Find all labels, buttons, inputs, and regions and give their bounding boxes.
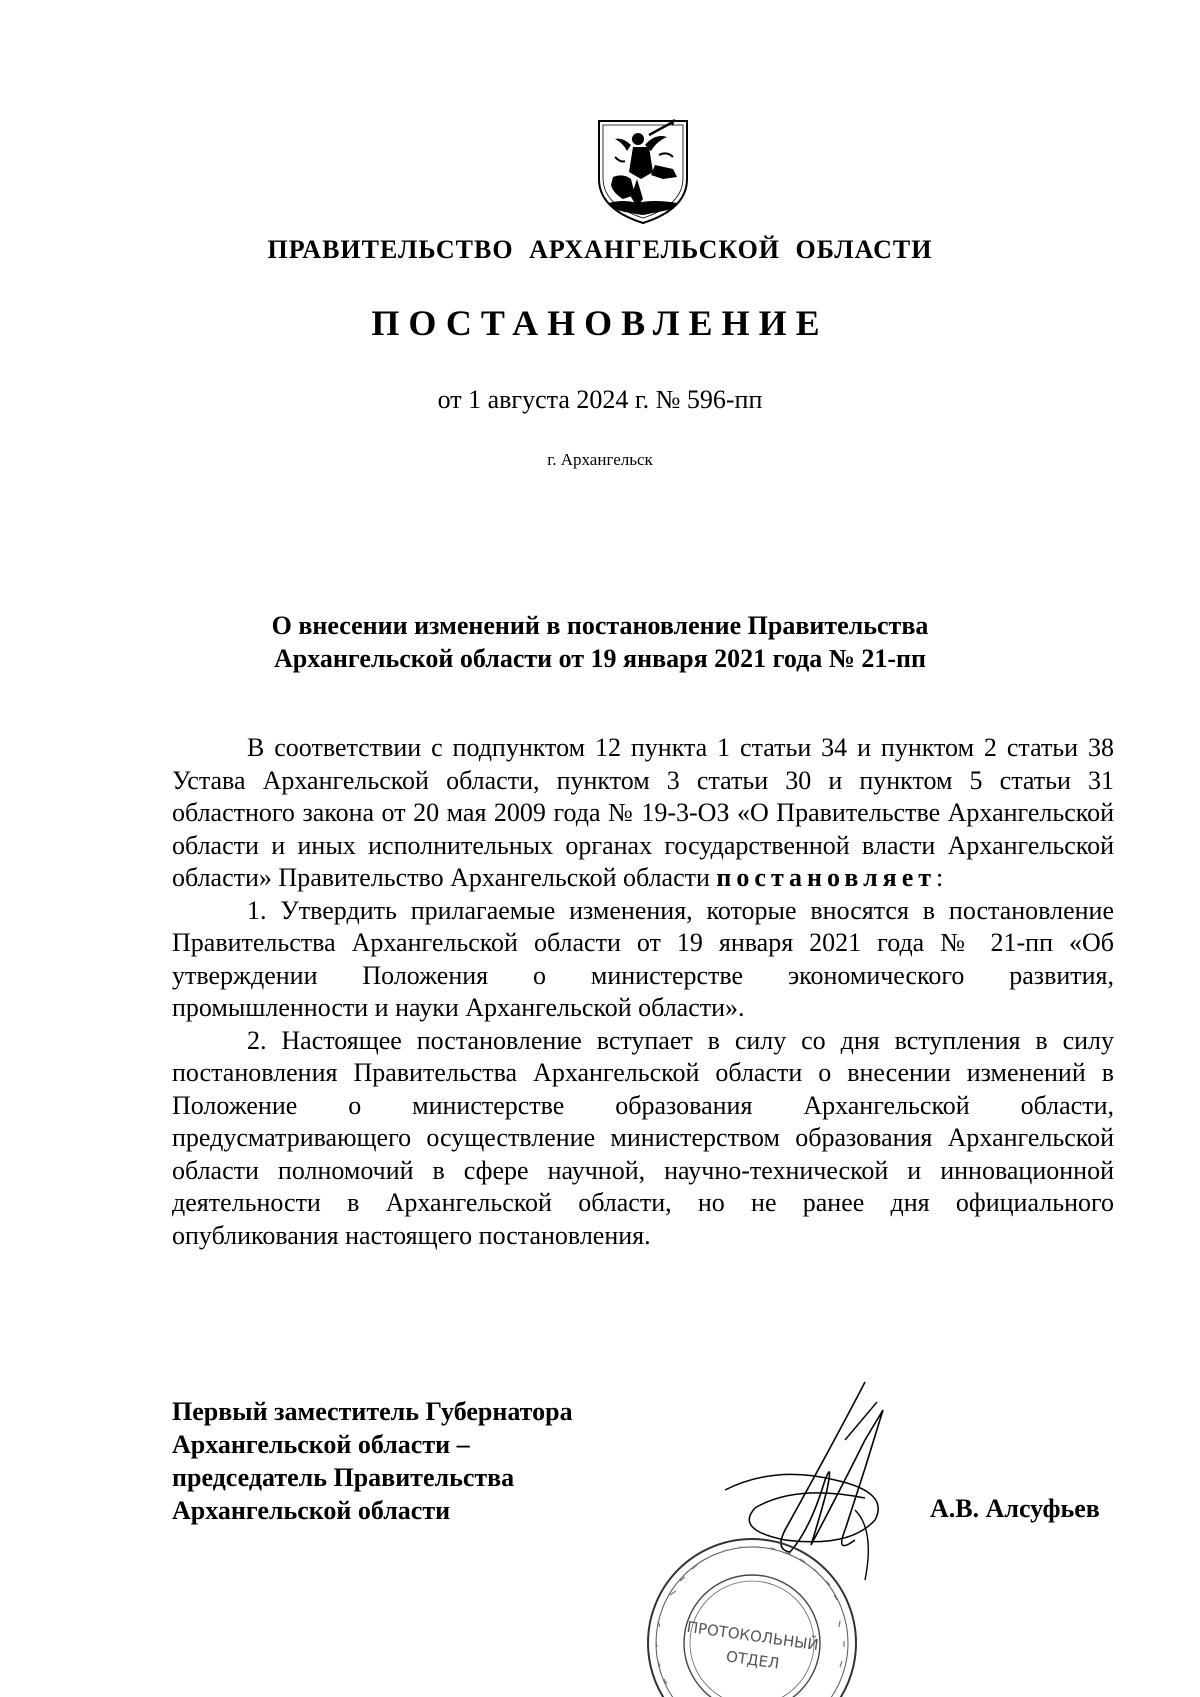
signatory-position — [172, 1395, 573, 1527]
document-subject — [230, 609, 970, 675]
preamble-text: В соответствии с подпунктом 12 пункта 1 статьи 34 и пунктом 2 статьи 38 Устава Архангельской области, пунктом 3 статьи 30 и пунктом 5 статьи 31 областного закона от 20 мая 2009 года № 19-3-ОЗ «О Правительстве Архангельской области и иных исполнительных органах государственной власти Архангельской области» Правительство Архангельской области — [172, 733, 1114, 892]
signatory-line-4: Архангельской области — [172, 1496, 451, 1525]
government-title: ПРАВИТЕЛЬСТВО АРХАНГЕЛЬСКОЙ ОБЛАСТИ — [267, 235, 933, 264]
signatory-line-3: председатель Правительства — [172, 1463, 515, 1492]
document-date-number: от 1 августа 2024 г. № 596-пп — [437, 385, 763, 414]
resolves-colon: : — [936, 863, 944, 892]
document-type-title: ПОСТАНОВЛЕНИЕ — [371, 303, 829, 343]
subject-line-1: О внесении изменений в постановление Правительства — [271, 611, 929, 640]
document-city: г. Архангельск — [547, 450, 653, 469]
document-body — [172, 732, 1114, 1252]
signatory-line-2: Архангельской области – — [172, 1430, 470, 1459]
subject-line-2: Архангельской области от 19 января 2021 года № 21-пп — [274, 644, 926, 673]
coat-of-arms-icon — [593, 117, 693, 227]
stamp-text-top: ПРОТОКОЛЬНЫЙ — [685, 1617, 820, 1655]
stamp-text-bottom: ОТДЕЛ — [724, 1647, 781, 1673]
preamble-paragraph — [172, 732, 1114, 895]
item-2-paragraph: 2. Настоящее постановление вступает в силу со дня вступления в силу постановления Правительства Архангельской области о внесении изменений в Положение о министерстве образования Архангельской области, предусматривающего осуществление министерством образования Архангельской области полномочий в сфере научной, научно-технической и инновационной деятельности в Архангельской области, но не ранее дня официального опубликования настоящего постановления. — [172, 1025, 1114, 1250]
item-1-paragraph: 1. Утвердить прилагаемые изменения, которые вносятся в постановление Правительства Архангельской области от 19 января 2021 года № 21-пп «Об утверждении Положения о министерстве экономического развития, промышленности и науки Архангельской области». — [172, 895, 1114, 1022]
resolves-word: постановляет — [716, 863, 937, 892]
signatory-name: А.В. Алсуфьев — [930, 1494, 1100, 1523]
protocol-department-stamp — [640, 1525, 860, 1697]
signatory-line-1: Первый заместитель Губернатора — [172, 1397, 573, 1426]
